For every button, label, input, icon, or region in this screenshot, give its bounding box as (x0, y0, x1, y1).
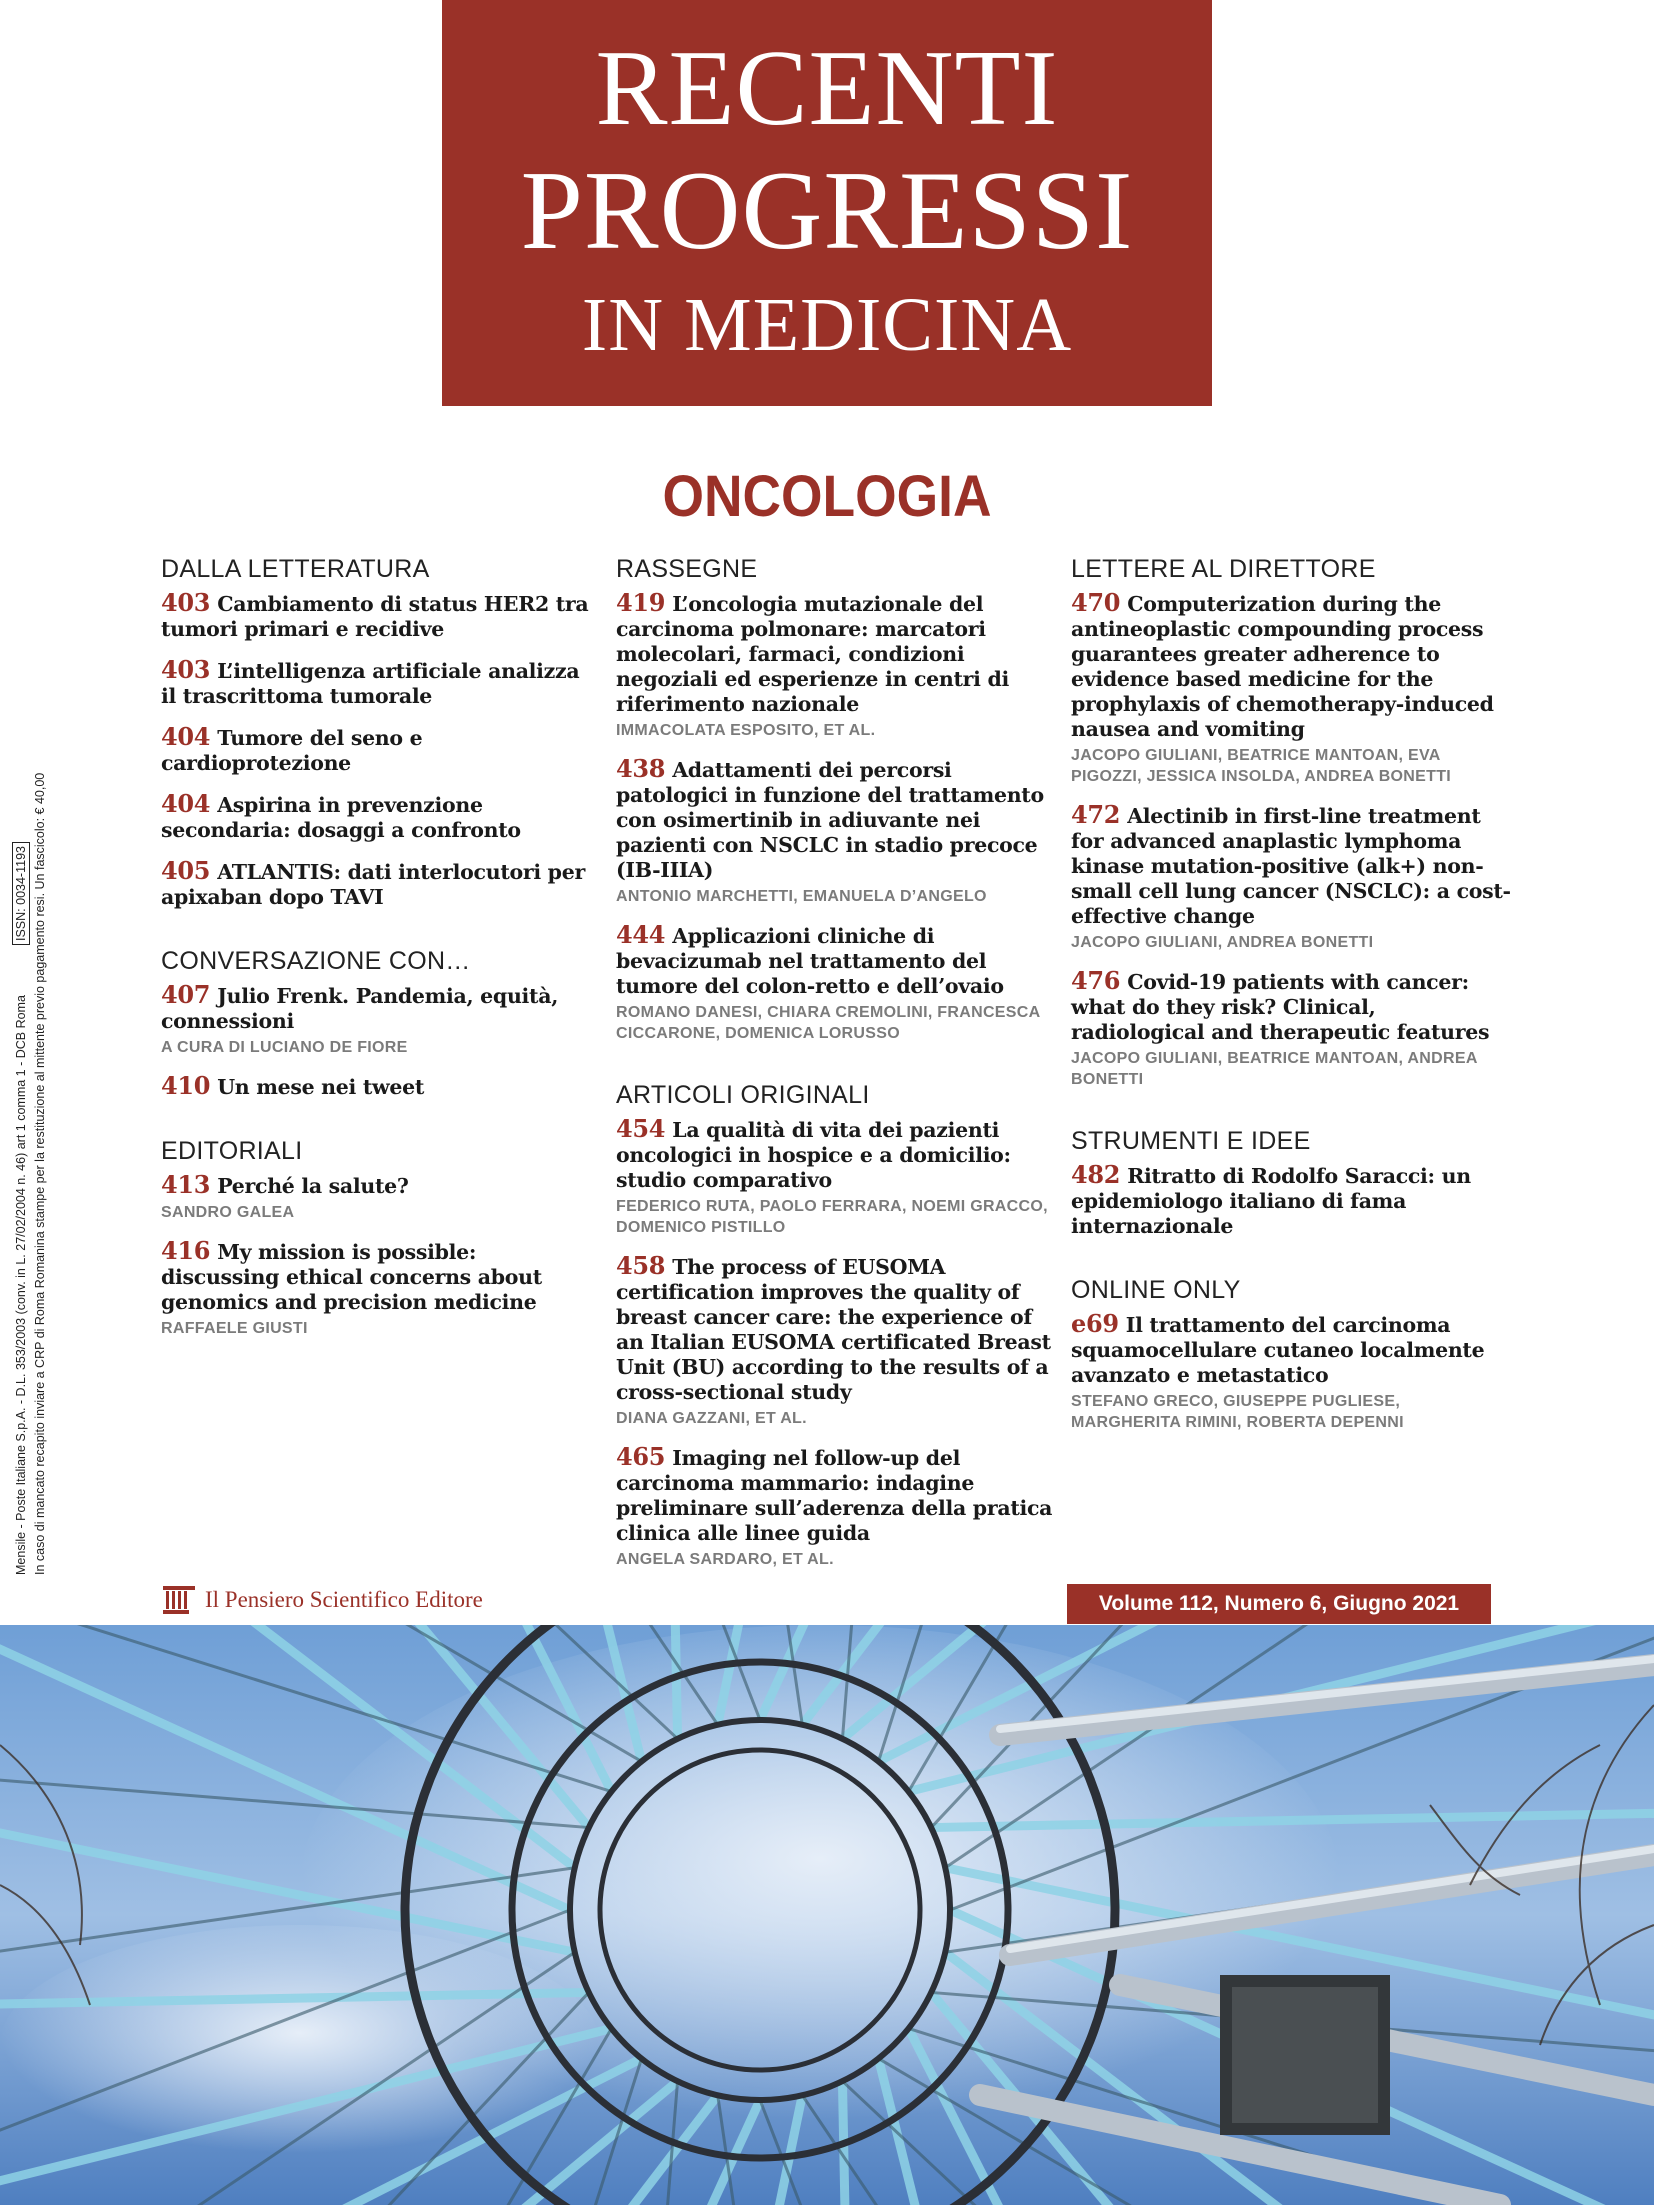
entry-authors: ANTONIO MARCHETTI, EMANUELA D’ANGELO (616, 888, 987, 905)
section-title: CONVERSAZIONE CON… (161, 947, 471, 975)
toc-section (161, 1134, 601, 1339)
masthead-line1: RECENTI (595, 29, 1059, 148)
entry-title-line (616, 1444, 1056, 1546)
entry-title-line (1071, 802, 1511, 929)
page-number: e69 (1071, 1309, 1119, 1338)
publisher (161, 1582, 483, 1618)
postal-notice-line1: Mensile - Poste Italiane S.p.A. - D.L. 353/2003 (conv. in L. 27/02/2004 n. 46) art 1 comma 1 - DCB Roma (14, 995, 28, 1575)
section-title: STRUMENTI E IDEE (1071, 1127, 1311, 1155)
entry-title-line (1071, 1311, 1511, 1388)
entry-title-line (161, 791, 601, 843)
toc-entry[interactable] (161, 657, 601, 709)
entry-title-line (1071, 590, 1511, 742)
entry-title-line (161, 724, 601, 776)
entry-title-line (161, 982, 601, 1034)
issue-info: Volume 112, Numero 6, Giugno 2021 (1067, 1584, 1491, 1624)
entry-authors: JACOPO GIULIANI, BEATRICE MANTOAN, ANDREA BONETTI (1071, 1050, 1478, 1088)
masthead-line2: PROGRESSI (520, 149, 1134, 273)
toc-entry[interactable] (616, 1253, 1056, 1429)
section-title: DALLA LETTERATURA (161, 555, 430, 583)
masthead-line3: IN MEDICINA (581, 283, 1073, 367)
toc-entry[interactable] (161, 858, 601, 910)
toc-section (616, 552, 1056, 1044)
entry-title: Aspirina in prevenzione secondaria: dosaggi a confronto (161, 793, 521, 842)
entry-title: Cambiamento di status HER2 tra tumori primari e recidive (161, 592, 589, 641)
toc-entry[interactable] (161, 1238, 601, 1339)
toc-entry[interactable] (616, 590, 1056, 741)
masthead (442, 0, 1212, 406)
toc-entry[interactable] (1071, 590, 1511, 787)
toc-entry[interactable] (161, 590, 601, 642)
entry-title: Covid-19 patients with cancer: what do they risk? Clinical, radiological and therapeutic features (1071, 970, 1490, 1044)
entry-title: Julio Frenk. Pandemia, equità, connessioni (161, 984, 559, 1033)
toc-entry[interactable] (1071, 968, 1511, 1090)
entry-title: Computerization during the antineoplastic compounding process guarantees greater adherence to evidence based medicine for the prophylaxis of chemotherapy-induced nausea and vomiting (1071, 592, 1494, 741)
toc-entry[interactable] (616, 922, 1056, 1044)
toc-column-3 (1071, 552, 1511, 1467)
page-number: 419 (616, 588, 666, 617)
section-title: ONLINE ONLY (1071, 1276, 1241, 1304)
toc-section (1071, 552, 1511, 1090)
toc-entry[interactable] (161, 791, 601, 843)
entry-title: La qualità di vita dei pazienti oncologici in hospice e a domicilio: studio comparativo (616, 1118, 1011, 1192)
entry-authors: STEFANO GRECO, GIUSEPPE PUGLIESE, MARGHERITA RIMINI, ROBERTA DEPENNI (1071, 1393, 1404, 1431)
toc-column-2 (616, 552, 1056, 1604)
entry-title-line (161, 858, 601, 910)
entry-title-line (161, 1073, 601, 1100)
entry-title: Il trattamento del carcinoma squamocellulare cutaneo localmente avanzato e metastatico (1071, 1313, 1485, 1387)
entry-title-line (616, 756, 1056, 883)
toc-entry[interactable] (1071, 802, 1511, 953)
entry-title-line (616, 1253, 1056, 1405)
toc-section (161, 552, 601, 910)
entry-authors: FEDERICO RUTA, PAOLO FERRARA, NOEMI GRACCO, DOMENICO PISTILLO (616, 1198, 1048, 1236)
toc-section (1071, 1124, 1511, 1239)
entry-authors: A CURA DI LUCIANO DE FIORE (161, 1039, 408, 1056)
toc-entry[interactable] (161, 1073, 601, 1100)
page-number: 458 (616, 1251, 666, 1280)
toc-entry[interactable] (161, 982, 601, 1058)
entry-title-line (1071, 968, 1511, 1045)
page-number: 407 (161, 980, 211, 1009)
issue-theme: ONCOLOGIA (662, 464, 992, 529)
entry-title-line (616, 1116, 1056, 1193)
page-number: 476 (1071, 966, 1121, 995)
entry-authors: JACOPO GIULIANI, ANDREA BONETTI (1071, 934, 1374, 951)
page-number: 465 (616, 1442, 666, 1471)
entry-title: Perché la salute? (217, 1174, 409, 1198)
entry-authors: ANGELA SARDARO, ET AL. (616, 1551, 834, 1568)
toc-column-1 (161, 552, 601, 1373)
toc-section (1071, 1273, 1511, 1433)
page-number: 438 (616, 754, 666, 783)
toc-entry[interactable] (616, 1444, 1056, 1570)
entry-title-line (161, 1238, 601, 1315)
page-number: 403 (161, 588, 211, 617)
entry-title: Alectinib in first-line treatment for advanced anaplastic lymphoma kinase mutation-positive (alk+) non-small cell lung cancer (NSCLC): a cost-effective change (1071, 804, 1511, 928)
entry-title-line (161, 657, 601, 709)
section-title: ARTICOLI ORIGINALI (616, 1081, 870, 1109)
entry-title-line (616, 922, 1056, 999)
entry-title: Adattamenti dei percorsi patologici in funzione del trattamento con osimertinib in adiuvante nei pazienti con NSCLC in stadio precoce (IB-IIIA) (616, 758, 1044, 882)
entry-title: The process of EUSOMA certification improves the quality of breast cancer care: the experience of an Italian EUSOMA certificated Breast Unit (BU) according to the results of a cross-sectional study (616, 1255, 1051, 1404)
toc-section (616, 1078, 1056, 1570)
toc-entry[interactable] (616, 756, 1056, 907)
entry-authors: RAFFAELE GIUSTI (161, 1320, 308, 1337)
page-number: 413 (161, 1170, 211, 1199)
page-number: 472 (1071, 800, 1121, 829)
toc-entry[interactable] (616, 1116, 1056, 1238)
issn-box: ISSN: 0034-1193 (12, 842, 30, 945)
toc-entry[interactable] (1071, 1311, 1511, 1433)
section-title: RASSEGNE (616, 555, 758, 583)
entry-title: My mission is possible: discussing ethical concerns about genomics and precision medicine (161, 1240, 542, 1314)
entry-title: Ritratto di Rodolfo Saracci: un epidemiologo italiano di fama internazionale (1071, 1164, 1471, 1238)
entry-title: L’oncologia mutazionale del carcinoma polmonare: marcatori molecolari, farmaci, condizioni negoziali ed esperienze in centri di riferimento nazionale (616, 592, 1009, 716)
page-number: 405 (161, 856, 211, 885)
page-number: 482 (1071, 1160, 1121, 1189)
publisher-logo-icon (161, 1582, 197, 1618)
entry-title: L’intelligenza artificiale analizza il trascrittoma tumorale (161, 659, 580, 708)
entry-title: Tumore del seno e cardioprotezione (161, 726, 423, 775)
toc-entry[interactable] (1071, 1162, 1511, 1239)
entry-title: Un mese nei tweet (217, 1075, 425, 1099)
entry-title-line (616, 590, 1056, 717)
toc-section (161, 944, 601, 1100)
entry-authors: SANDRO GALEA (161, 1204, 295, 1221)
postal-notice (12, 695, 72, 1575)
postal-notice-line2: In caso di mancato recapito inviare a CRP di Roma Romanina stampe per la restituzione al mittente previo pagamento resi. Un fascicolo: € 40,00 (33, 772, 47, 1575)
entry-authors: JACOPO GIULIANI, BEATRICE MANTOAN, EVA PIGOZZI, JESSICA INSOLDA, ANDREA BONETTI (1071, 747, 1452, 785)
publisher-name: Il Pensiero Scientifico Editore (205, 1587, 483, 1612)
page-number: 444 (616, 920, 666, 949)
page-number: 454 (616, 1114, 666, 1143)
section-title: EDITORIALI (161, 1137, 303, 1165)
page-number: 404 (161, 722, 211, 751)
page-number: 416 (161, 1236, 211, 1265)
toc-entry[interactable] (161, 1172, 601, 1223)
entry-title: Imaging nel follow-up del carcinoma mammario: indagine preliminare sull’aderenza della pratica clinica alle linee guida (616, 1446, 1053, 1545)
entry-title: ATLANTIS: dati interlocutori per apixaban dopo TAVI (161, 860, 585, 909)
page-number: 403 (161, 655, 211, 684)
section-title: LETTERE AL DIRETTORE (1071, 555, 1376, 583)
entry-title-line (1071, 1162, 1511, 1239)
cover-photo (0, 1625, 1654, 2205)
entry-authors: ROMANO DANESI, CHIARA CREMOLINI, FRANCESCA CICCARONE, DOMENICA LORUSSO (616, 1004, 1040, 1042)
entry-title-line (161, 590, 601, 642)
entry-authors: DIANA GAZZANI, ET AL. (616, 1410, 807, 1427)
entry-title: Applicazioni cliniche di bevacizumab nel trattamento del tumore del colon-retto e dell’ovaio (616, 924, 1004, 998)
entry-title-line (161, 1172, 601, 1199)
page-number: 470 (1071, 588, 1121, 617)
entry-authors: IMMACOLATA ESPOSITO, ET AL. (616, 722, 876, 739)
toc-entry[interactable] (161, 724, 601, 776)
page-number: 404 (161, 789, 211, 818)
page-number: 410 (161, 1071, 211, 1100)
